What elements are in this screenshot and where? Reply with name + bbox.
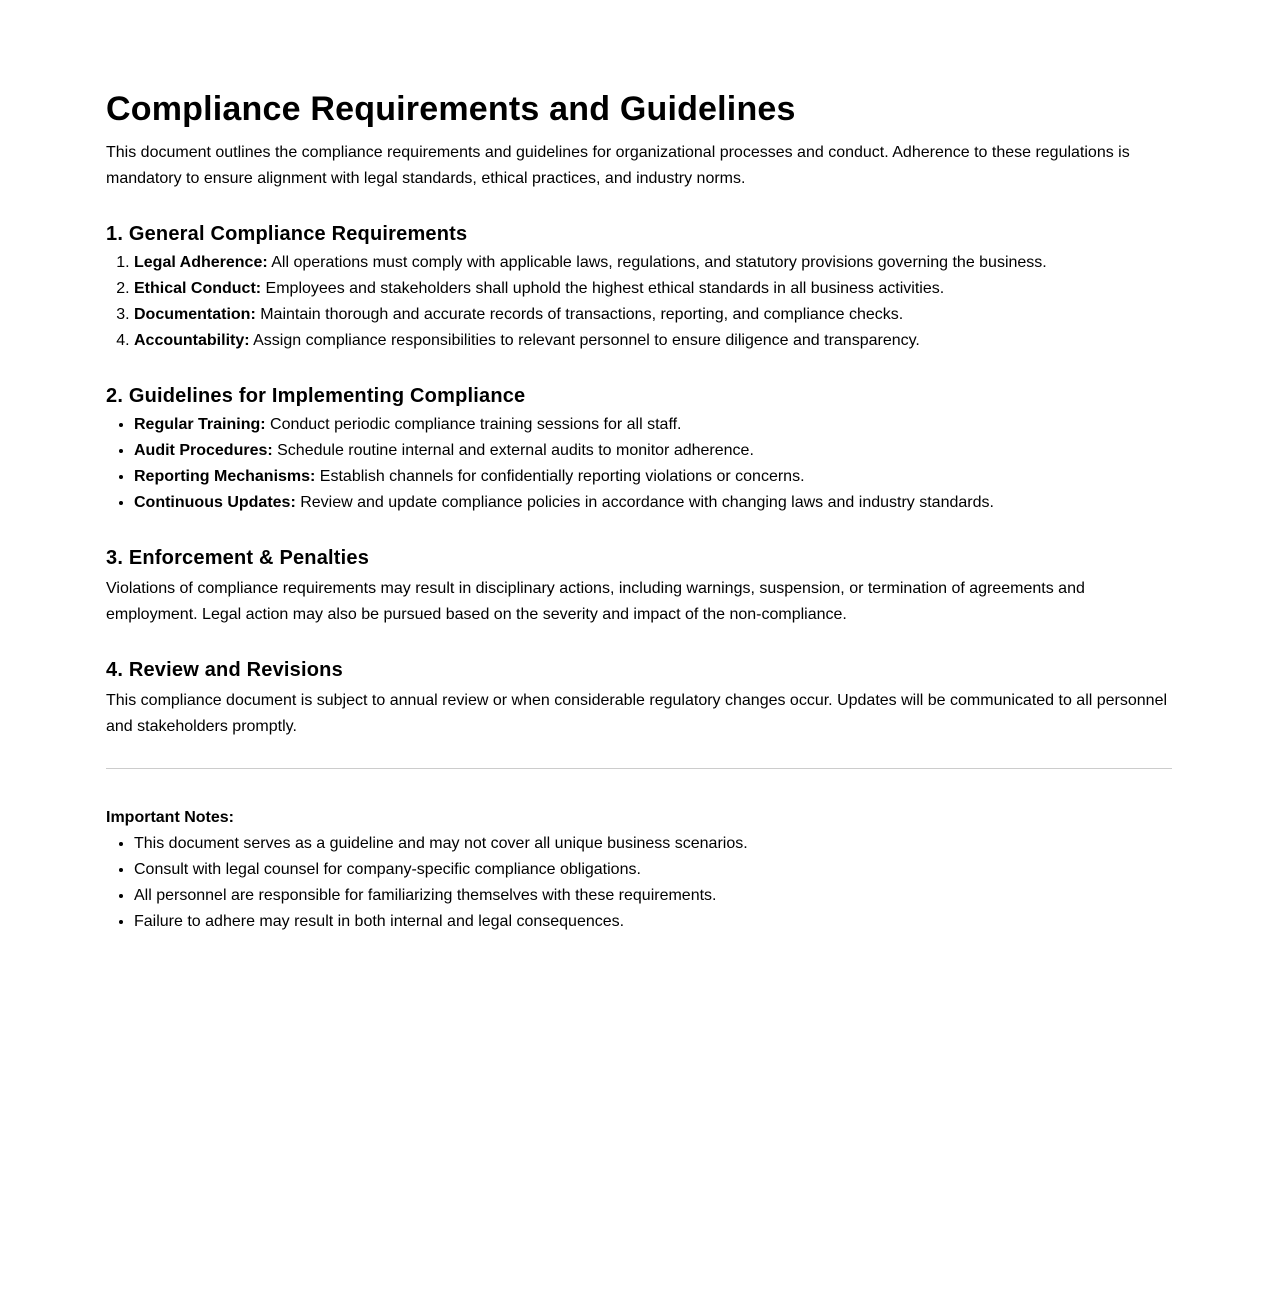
item-term: Reporting Mechanisms: (134, 468, 316, 485)
list-item (134, 302, 1172, 328)
list-item: • Consult with legal counsel for company-specific compliance obligations. (134, 857, 1172, 883)
item-term: Ethical Conduct: (134, 280, 262, 297)
item-term: Audit Procedures: (134, 442, 273, 459)
section-enforcement (106, 544, 1172, 628)
item-term: Accountability: (134, 332, 250, 349)
section-general-requirements (106, 220, 1172, 354)
item-text: Maintain thorough and accurate records of transactions, reporting, and compliance checks. (255, 306, 904, 323)
section-heading: 3. Enforcement & Penalties (106, 547, 370, 569)
list-item: • All personnel are responsible for familiarizing themselves with these requirements. (134, 883, 1172, 909)
list-item (134, 438, 1172, 464)
guidelines-list (106, 412, 1172, 516)
item-term: Legal Adherence: (134, 254, 268, 271)
item-term: Regular Training: (134, 416, 266, 433)
item-term: Documentation: (134, 306, 256, 323)
requirements-list (106, 250, 1172, 354)
list-item (134, 250, 1172, 276)
list-item (134, 490, 1172, 516)
section-guidelines (106, 382, 1172, 516)
important-notes (106, 805, 1172, 935)
item-text: Schedule routine internal and external audits to monitor adherence. (272, 442, 754, 459)
item-text: Employees and stakeholders shall uphold the highest ethical standards in all business activities. (261, 280, 945, 297)
notes-title: Important Notes: (106, 809, 234, 826)
list-item (134, 328, 1172, 354)
item-text: Conduct periodic compliance training sessions for all staff. (265, 416, 682, 433)
section-body: Violations of compliance requirements may result in disciplinary actions, including warnings, suspension, or termination of agreements and employment. Legal action may also be pursued based on the severity and impact of the non-compliance. (106, 580, 1085, 623)
list-item (134, 412, 1172, 438)
item-text: Establish channels for confidentially reporting violations or concerns. (315, 468, 805, 485)
item-text: Review and update compliance policies in accordance with changing laws and industry standards. (295, 494, 994, 511)
list-item (134, 276, 1172, 302)
list-item: • Failure to adhere may result in both internal and legal consequences. (134, 909, 1172, 935)
notes-list (106, 831, 1172, 935)
item-term: Continuous Updates: (134, 494, 296, 511)
list-item: • This document serves as a guideline and may not cover all unique business scenarios. (134, 831, 1172, 857)
section-heading: 2. Guidelines for Implementing Compliance (106, 385, 526, 407)
section-heading: 1. General Compliance Requirements (106, 223, 468, 245)
section-heading: 4. Review and Revisions (106, 659, 343, 681)
item-text: All operations must comply with applicable laws, regulations, and statutory provisions governing the business. (267, 254, 1047, 271)
section-review (106, 656, 1172, 740)
page-title: Compliance Requirements and Guidelines (106, 90, 796, 128)
intro-paragraph: This document outlines the compliance requirements and guidelines for organizational processes and conduct. Adherence to these regulations is mandatory to ensure alignment with legal standards, ethical practices, and industry norms. (106, 144, 1130, 187)
divider (106, 768, 1172, 769)
item-text: Assign compliance responsibilities to relevant personnel to ensure diligence and transparency. (249, 332, 920, 349)
list-item (134, 464, 1172, 490)
section-body: This compliance document is subject to annual review or when considerable regulatory changes occur. Updates will be communicated to all personnel and stakeholders promptly. (106, 692, 1168, 735)
